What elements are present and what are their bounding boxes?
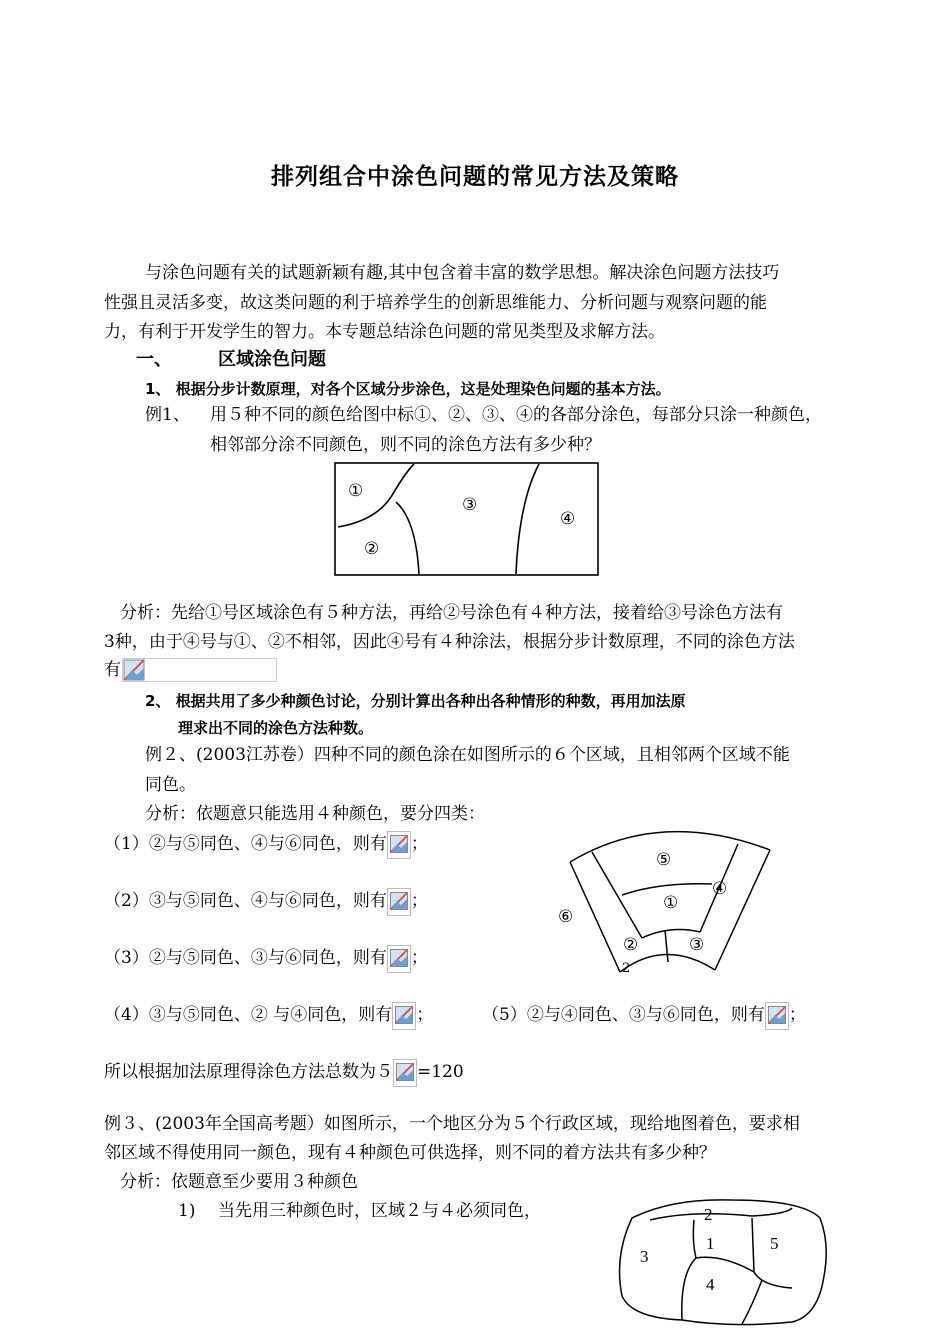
example-2-line-1: 例２、(2003江苏卷）四种不同的颜色涂在如图所示的６个区域，且相邻两个区域不能 (145, 745, 790, 765)
analysis-1-line-1: 分析：先给①号区域涂色有５种方法，再给②号涂色有４种方法，接着给③号涂色方法有 (120, 603, 783, 623)
formula-image-icon (387, 888, 411, 916)
example-3-line-1: 例３、(2003年全国高考题）如图所示，一个地区分为５个行政区域，现给地图着色，要求相 (104, 1114, 800, 1134)
case-4: （4）③与⑤同色、② 与④同色，则有 ； (104, 1000, 433, 1030)
sum-line: 所以根据加法原理得涂色方法总数为５ =120 (104, 1057, 464, 1087)
analysis-1-line-2: 3种，由于④号与①、②不相邻，因此④号有４种涂法，根据分步计数原理，不同的涂色方法 (104, 632, 795, 652)
fig3-label-5: 5 (770, 1234, 779, 1253)
example-1-label: 例1、 (145, 405, 190, 425)
formula-image-icon (392, 1002, 416, 1030)
method-2-line-1: 2、 根据共用了多少种颜色讨论，分别计算出各种出各种情形的种数，再用加法原 (145, 692, 686, 710)
example-2-figure (550, 820, 780, 980)
example-1-line-1: 用５种不同的颜色给图中标①、②、③、④的各部分涂色，每部分只涂一种颜色， (210, 405, 822, 425)
case-3: （3）②与⑤同色、③与⑥同色，则有 ； (104, 943, 428, 973)
example-3-line-2: 邻区域不得使用同一颜色，现有４种颜色可供选择，则不同的着方法共有多少种？ (104, 1143, 716, 1163)
intro-line-3: 力，有利于开发学生的智力。本专题总结涂色问题的常见类型及求解方法。 (104, 322, 665, 342)
formula-image-icon (387, 831, 411, 859)
fig2-label-small: 2 (622, 961, 631, 976)
example-3-analysis: 分析：依题意至少要用３种颜色 (120, 1172, 358, 1192)
intro-line-1: 与涂色问题有关的试题新颖有趣,其中包含着丰富的数学思想。解决涂色问题方法技巧 (145, 263, 780, 283)
fig3-label-1: 1 (706, 1234, 715, 1253)
formula-image-1 (122, 658, 277, 682)
fig3-label-3: 3 (640, 1247, 649, 1266)
fig2-label-4: ④ (712, 879, 728, 899)
example-2-line-2: 同色。 (145, 775, 196, 795)
formula-image-icon (765, 1002, 789, 1030)
analysis-1-line-3: 有 (104, 660, 121, 680)
fig2-label-3: ③ (689, 935, 705, 955)
method-1: 1、 根据分步计数原理，对各个区域分步涂色，这是处理染色问题的基本方法。 (145, 380, 671, 398)
case-2: （2）③与⑤同色、④与⑥同色，则有 ； (104, 886, 428, 916)
fig1-label-4: ④ (560, 509, 576, 529)
section-number: 一、 (136, 349, 172, 370)
example-2-analysis: 分析：依题意只能选用４种颜色，要分四类： (145, 804, 485, 824)
fig1-label-1: ① (348, 481, 364, 501)
fig2-label-2: ② (623, 935, 639, 955)
example-3-item-1: 当先用三种颜色时，区域２与４必须同色， (218, 1201, 541, 1221)
broken-image-icon (123, 659, 145, 681)
section-title: 区域涂色问题 (218, 349, 326, 370)
fig2-label-1: ① (663, 893, 679, 913)
case-5: （5）②与④同色、③与⑥同色，则有 ； (482, 1000, 806, 1030)
formula-image-icon (387, 945, 411, 973)
formula-image-icon (393, 1059, 417, 1087)
case-1: （1）②与⑤同色、④与⑥同色，则有 ； (104, 829, 428, 859)
method-2-line-2: 理求出不同的涂色方法种数。 (178, 719, 374, 737)
page-title: 排列组合中涂色问题的常见方法及策略 (271, 164, 679, 190)
example-3-item-1-number: 1) (178, 1201, 196, 1221)
example-1-figure (334, 462, 600, 578)
fig1-label-2: ② (364, 539, 380, 559)
fig1-label-3: ③ (462, 495, 478, 515)
fig3-label-2: 2 (704, 1205, 713, 1224)
example-1-line-2: 相邻部分涂不同颜色，则不同的涂色方法有多少种？ (210, 435, 601, 455)
fig2-label-6: ⑥ (558, 907, 574, 927)
fig3-label-4: 4 (706, 1275, 715, 1294)
example-3-figure (612, 1196, 832, 1326)
intro-line-2: 性强且灵活多变，故这类问题的利于培养学生的创新思维能力、分析问题与观察问题的能 (104, 293, 767, 313)
fig2-label-5: ⑤ (656, 850, 672, 870)
